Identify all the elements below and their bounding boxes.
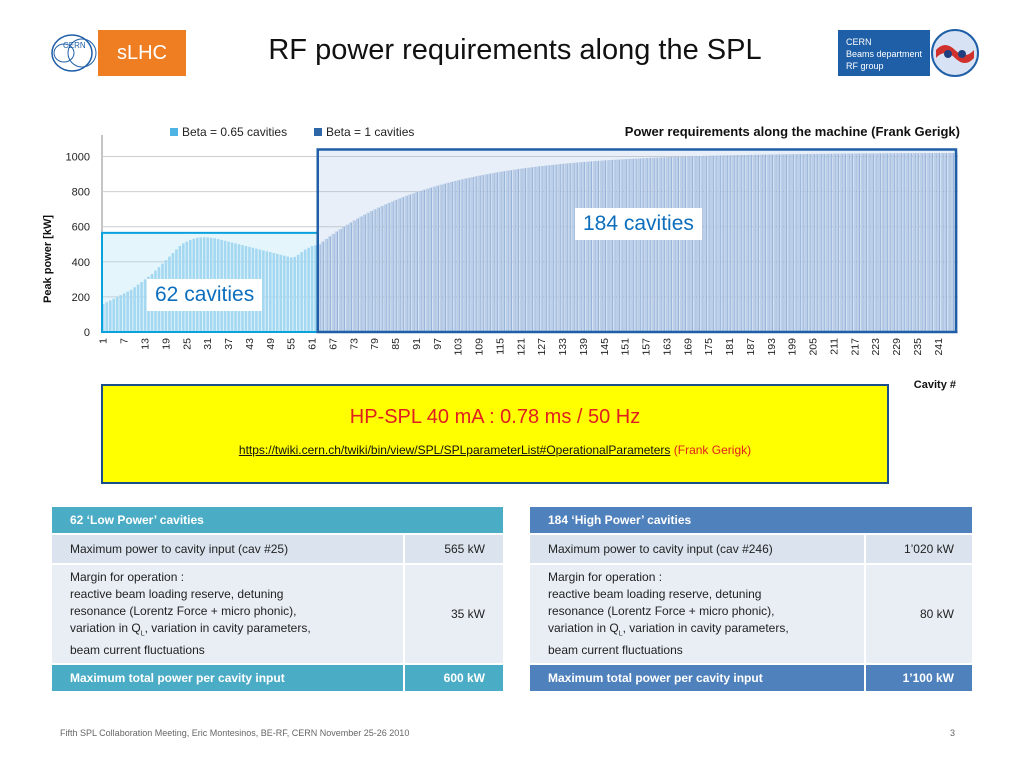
y-tick-label: 200: [71, 291, 90, 304]
callout-184-cavities: 184 cavities: [575, 208, 702, 240]
high-row2-label: [530, 565, 864, 663]
x-tick-label: 169: [682, 338, 695, 356]
table-row: [52, 535, 503, 563]
high-row2-line4sub: L: [618, 630, 623, 638]
low-row2-value: 35 kW: [405, 565, 503, 663]
group-box-184: [318, 149, 956, 332]
x-tick-label: 211: [828, 338, 841, 355]
org-line-2: Beams department: [846, 49, 923, 59]
low-row2-line2: reactive beam loading reserve, detuning: [70, 587, 284, 601]
org-line-1: CERN: [846, 37, 872, 47]
low-row2-line4sub: L: [140, 630, 145, 638]
y-tick-label: 0: [83, 327, 90, 339]
x-tick-label: 163: [661, 338, 674, 356]
x-tick-label: 61: [306, 338, 319, 350]
x-tick-label: 127: [536, 338, 549, 356]
x-tick-label: 199: [786, 338, 799, 356]
summary-link-line: [103, 443, 887, 457]
table-row: [52, 565, 503, 663]
high-row2-line2: reactive beam loading reserve, detuning: [548, 587, 762, 601]
x-tick-label: 235: [911, 338, 924, 356]
table-row: [530, 565, 972, 663]
cern-logo: [50, 30, 102, 76]
chart-y-ticks: [66, 152, 90, 339]
high-row2-line3: resonance (Lorentz Force + micro phonic),: [548, 604, 775, 618]
x-tick-label: 7: [118, 338, 131, 344]
y-tick-label: 1000: [65, 151, 90, 164]
x-tick-label: 49: [264, 338, 277, 350]
high-row2-line4a: variation in Q: [548, 621, 619, 635]
x-tick-label: 37: [223, 338, 236, 350]
parameter-list-link[interactable]: https://twiki.cern.ch/twiki/bin/view/SPL/SPLparameterList#OperationalParameters: [238, 443, 671, 457]
x-tick-label: 229: [891, 338, 904, 356]
x-tick-label: 121: [515, 338, 528, 356]
y-tick-label: 400: [71, 256, 90, 269]
low-total-value: 600 kW: [405, 665, 503, 691]
legend-label-beta065: Beta = 0.65 cavities: [182, 125, 288, 139]
page-number: 3: [950, 728, 956, 738]
high-power-table: [528, 505, 974, 693]
low-row1-value: 565 kW: [405, 535, 503, 563]
x-tick-label: 145: [598, 338, 611, 356]
chart-x-ticks: [98, 338, 945, 356]
x-tick-label: 205: [807, 338, 820, 356]
low-row2-line3: resonance (Lorentz Force + micro phonic),: [70, 604, 297, 618]
table-row: [530, 535, 972, 563]
x-tick-label: 97: [431, 338, 444, 350]
x-tick-label: 181: [724, 338, 737, 356]
x-tick-label: 133: [557, 338, 570, 356]
high-total-label: Maximum total power per cavity input: [530, 665, 864, 691]
x-tick-label: 1: [97, 338, 110, 344]
x-tick-label: 25: [181, 338, 194, 350]
low-total-label: Maximum total power per cavity input: [52, 665, 403, 691]
x-tick-label: 157: [640, 338, 653, 356]
x-tick-label: 187: [744, 338, 757, 356]
low-row1-label: Maximum power to cavity input (cav #25): [52, 535, 403, 563]
rf-group-logo: [930, 28, 980, 78]
x-tick-label: 19: [160, 338, 173, 350]
low-row2-label: [52, 565, 403, 663]
page-title: RF power requirements along the SPL: [268, 34, 762, 66]
summary-box: [101, 384, 889, 484]
high-row2-value: 80 kW: [866, 565, 972, 663]
x-tick-label: 139: [577, 338, 590, 356]
power-chart: [0, 115, 1024, 385]
y-tick-label: 800: [71, 186, 90, 199]
x-tick-label: 217: [849, 338, 862, 356]
y-tick-label: 600: [71, 221, 90, 234]
high-row2-line1: Margin for operation :: [548, 570, 663, 584]
x-tick-label: 193: [765, 338, 778, 356]
x-tick-label: 91: [410, 338, 423, 350]
x-tick-label: 31: [202, 338, 215, 350]
high-row1-label: Maximum power to cavity input (cav #246): [530, 535, 864, 563]
cern-logo-text: CERN: [63, 41, 86, 50]
x-axis-label: Cavity #: [913, 379, 956, 391]
legend-label-beta1: Beta = 1 cavities: [326, 125, 415, 139]
y-axis-label: Peak power [kW]: [42, 214, 54, 304]
footer-text: Fifth SPL Collaboration Meeting, Eric Montesinos, BE-RF, CERN November 25-26 2010: [60, 728, 410, 738]
low-row2-line4: [70, 620, 385, 642]
summary-headline: HP-SPL 40 mA : 0.78 ms / 50 Hz: [349, 406, 641, 428]
x-tick-label: 43: [243, 338, 256, 350]
low-row2-line4a: variation in Q: [70, 621, 141, 635]
x-tick-label: 115: [494, 337, 507, 355]
org-line-3: RF group: [846, 61, 884, 71]
x-tick-label: 241: [932, 338, 945, 356]
table-row: [530, 665, 972, 691]
x-tick-label: 175: [703, 338, 716, 356]
x-tick-label: 109: [473, 338, 486, 356]
high-total-value: 1’100 kW: [866, 665, 972, 691]
table-row: [52, 665, 503, 691]
callout-62-cavities: 62 cavities: [147, 279, 262, 311]
x-tick-label: 13: [139, 338, 152, 350]
x-tick-label: 103: [452, 338, 465, 356]
high-row1-value: 1’020 kW: [866, 535, 972, 563]
high-row2-line5: beam current fluctuations: [548, 643, 683, 658]
chart-title: Power requirements along the machine (Frank Gerigk): [624, 124, 960, 139]
x-tick-label: 223: [870, 338, 883, 356]
slhc-badge: sLHC: [98, 30, 186, 76]
org-label: [838, 30, 930, 76]
x-tick-label: 79: [369, 338, 382, 350]
x-tick-label: 55: [285, 338, 298, 350]
high-row2-line4: [548, 620, 846, 642]
summary-author: (Frank Gerigk): [673, 443, 752, 457]
high-table-header: 184 ‘High Power’ cavities: [530, 507, 972, 533]
x-tick-label: 73: [348, 338, 361, 350]
high-row2-line4b: , variation in cavity parameters,: [622, 621, 789, 635]
low-row2-line5: beam current fluctuations: [70, 643, 205, 658]
low-row2-line4b: , variation in cavity parameters,: [144, 621, 311, 635]
low-table-header: 62 ‘Low Power’ cavities: [52, 507, 503, 533]
low-row2-line1: Margin for operation :: [70, 570, 185, 584]
x-tick-label: 67: [327, 338, 340, 350]
x-tick-label: 85: [390, 338, 403, 350]
low-power-table: [50, 505, 505, 693]
x-tick-label: 151: [619, 338, 632, 356]
